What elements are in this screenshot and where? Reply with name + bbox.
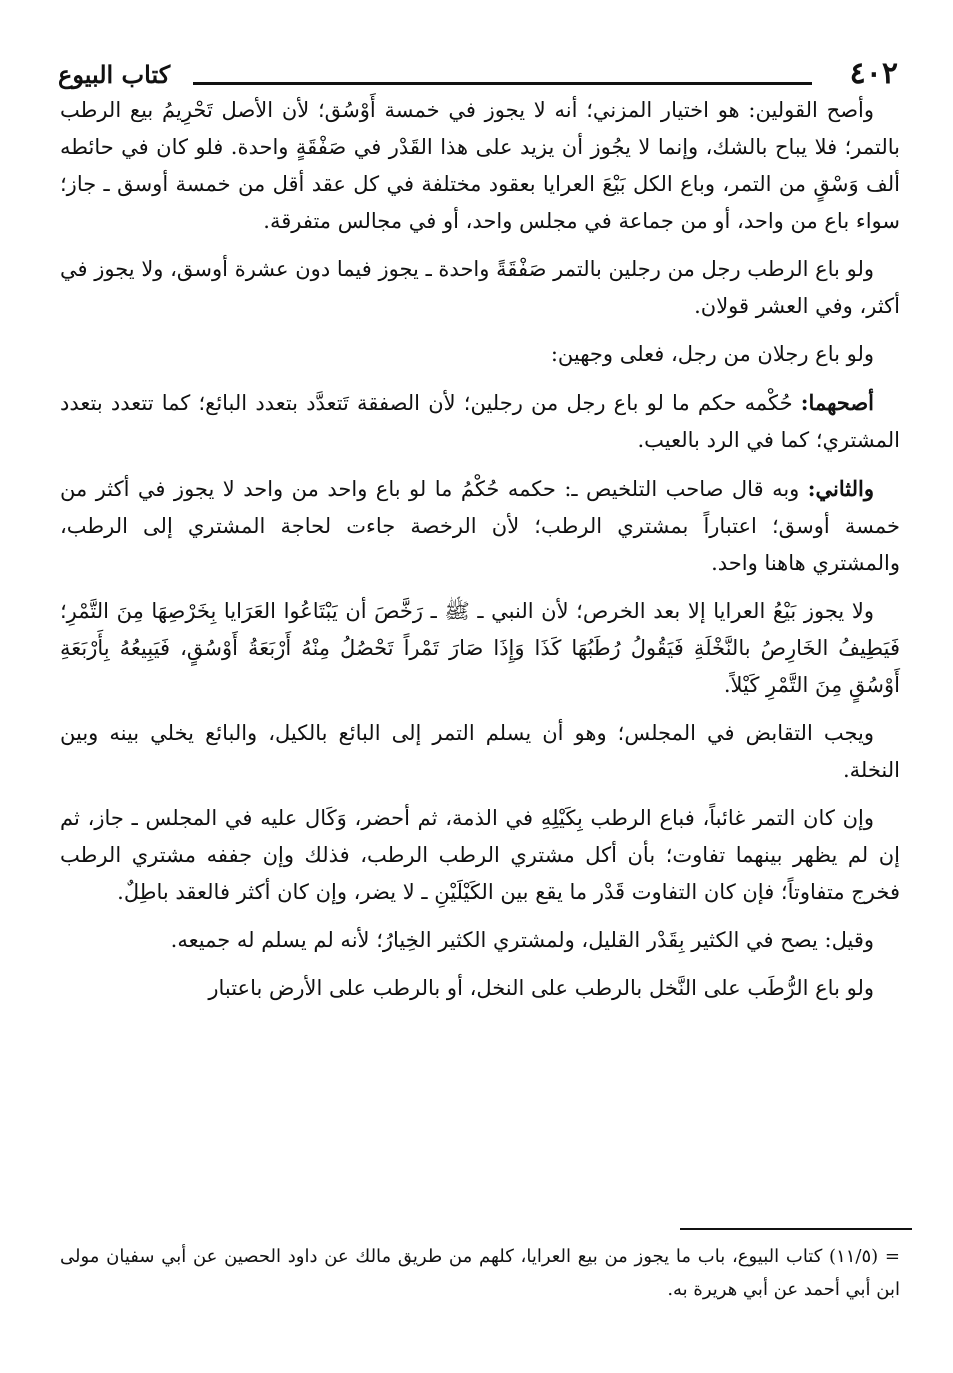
paragraph [60,92,900,240]
paragraph-lead: والثاني: [807,476,874,501]
footnote [60,1240,900,1306]
paragraph-text: وإن كان التمر غائباً، فباع الرطب بِكَيْلِهِ في الذمة، ثم أحضر، وَكَال عليه في المجلس ـ جاز، ثم إن لم يظهر بينهما تفاوت؛ بأن أكل مشتري الرطب الرطب، فذلك وإن جففه مشتري الرطب فخرج متفاوتاً؛ فإن كان التفاوت قَدْر ما يقع بين الكَيْلَيْنِ ـ لا يضر، وإن كان أكثر فالعقد باطِلٌ. [60,806,900,904]
paragraph-text: ويجب التقابض في المجلس؛ وهو أن يسلم التمر إلى البائع بالكيل، والبائع يخلي بينه وبين النخلة. [60,721,900,782]
paragraph [60,336,900,373]
paragraph-text: وقيل: يصح في الكثير بِقَدْر القليل، ولمشتري الكثير الخِيارُ؛ لأنه لم يسلم له جميعه. [170,928,874,952]
footnote-text: = (١١/٥) كتاب البيوع، باب ما يجوز من بيع العرايا، كلهم من طريق مالك عن داود الحصين عن أبي سفيان مولى ابن أبي أحمد عن أبي هريرة به. [60,1246,900,1300]
paragraph-text: ولو باع الرطب رجل من رجلين بالتمر صَفْقَةً واحدة ـ يجوز فيما دون عشرة أوسق، ولا يجوز في أكثر، وفي العشر قولان. [60,257,900,318]
paragraph-text: وأصح القولين: هو اختيار المزني؛ أنه لا يجوز في خمسة أَوْسُق؛ لأن الأصل تَحْرِيمُ بيع الرطب بالتمر؛ فلا يباح بالشك، وإنما لا يجُوز أن يزيد على هذا القَدْر في صَفْقَةٍ واحدة. فلو كان في حائطه ألف وَسْقٍ من التمر، وباع الكل بَيْعَ العرايا بعقود مختلفة في كل عقد أقل من خمسة أوسق ـ جاز؛ سواء باع من واحد، أو من جماعة في مجلس واحد، أو في مجالس متفرقة. [60,98,900,233]
main-text [60,92,900,1018]
book-title: كتاب البيوع [58,60,171,89]
paragraph [60,800,900,911]
page-number: ٤٠٢ [849,56,898,91]
footnote-rule [680,1228,912,1230]
paragraph-text: ولو باع رجلان من رجل، فعلى وجهين: [550,342,874,366]
paragraph [60,970,900,1007]
paragraph-text: حُكْمه حكم ما لو باع رجل من رجلين؛ لأن الصفقة تَتعدَّد بتعدد البائع؛ كما تتعدد بتعدد المشتري؛ كما في الرد بالعيب. [60,391,900,452]
page-header [58,52,898,92]
paragraph [60,715,900,789]
paragraph [60,593,900,704]
paragraph-lead: أصحهما: [800,390,874,415]
paragraph [60,922,900,959]
header-rule [193,82,812,85]
paragraph [60,470,900,582]
paragraph-text: ولا يجوز بَيْعُ العرايا إلا بعد الخرص؛ لأن النبي ـ ﷺ ـ رَخَّصَ أن يَبْتَاعُوا العَرَايا بِخَرْصِهَا مِنَ التَّمْرِ؛ فَيَطِيفُ الخَارِصُ بالنَّخْلَةِ فَيَقُولُ رُطَبُهَا كَذَا وَإِذَا صَارَ تَمْراً تَحْصُلُ مِنْهُ أَرْبَعَةُ أَوْسُقٍ، فَيَبِيعُهُ بِأَرْبَعَةِ أَوْسُقٍ مِنَ التَّمْرِ كَيْلاً. [60,599,900,697]
paragraph-text: وبه قال صاحب التلخيص ـ: حكمه حُكْمُ ما لو باع واحد من واحد لا يجوز في أكثر من خمسة أوسق؛ اعتباراً بمشتري الرطب؛ لأن الرخصة جاءت لحاجة المشتري إلى الرطب، والمشتري هاهنا واحد. [60,477,900,575]
paragraph [60,251,900,325]
paragraph-text: ولو باع الرُّطَب على النَّخل بالرطب على النخل، أو بالرطب على الأرض باعتبار [208,976,874,1000]
paragraph [60,384,900,459]
